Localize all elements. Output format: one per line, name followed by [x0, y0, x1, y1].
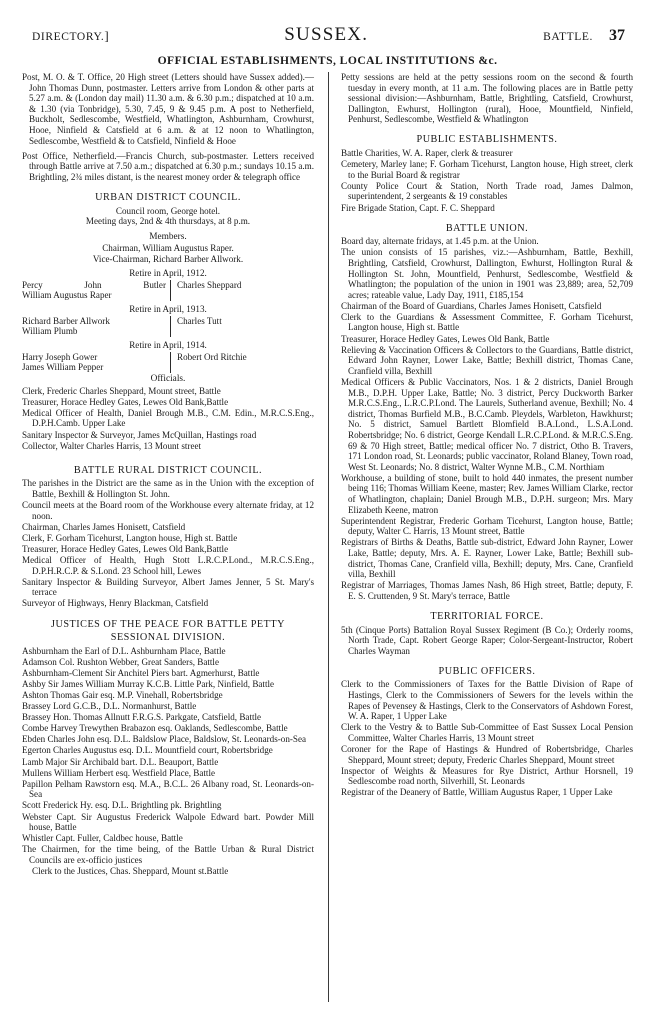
udc-member-name: Richard Barber Allwork — [22, 315, 110, 326]
justice-entry: Brassey Lord G.C.B., D.L. Normanhurst, Battle — [22, 701, 197, 712]
udc-members-table — [22, 268, 314, 374]
page-number: 37 — [608, 27, 625, 44]
udc-official-entry: Sanitary Inspector & Surveyor, James McQuillan, Hastings road — [22, 429, 257, 440]
entry-post-office-netherfield: Post Office, Netherfield.—Francis Church, sub-postmaster. Letters received through Battle arrive at 7.50 a.m.; dispatched at 6.30 p.m.; sundays 10.15 a.m. Brightling, 2¾ miles distant, is the nearest money order & telegraph office — [22, 150, 314, 182]
udc-member-name: James William Pepper — [22, 362, 104, 373]
udc-member-name: Percy John Butler — [22, 279, 166, 290]
rdc-official-entry: Clerk, F. Gorham Ticehurst, Langton house, High st. Battle — [22, 532, 238, 543]
justice-clerk-entry: Clerk to the Justices, Chas. Sheppard, Mount st.Battle — [32, 866, 229, 876]
justice-entry: Lamb Major Sir Archibald bart. D.L. Beauport, Battle — [22, 756, 219, 767]
running-head-left — [32, 28, 109, 44]
heading-territorial-force: TERRITORIAL FORCE. — [430, 610, 544, 622]
battle-union-entry: Workhouse, a building of stone, built to hold 440 inmates, the present number being 116; Thomas William Keene, master; Rev. James William Clarke, rector of Whatlington, chaplain; Daniel Brough M.B., D.P.H. surgeon; Mrs. Mary Elizabeth Keene, matron — [341, 472, 633, 515]
rdc-official-entry: Medical Officer of Health, Hugh Stott L.R.C.P.Lond., M.R.C.S.Eng., D.P.H.R.C.P. & S.Lond. 23 School hill, Lewes — [22, 554, 314, 576]
udc-chairman: Chairman, William Augustus Raper. — [102, 243, 234, 254]
battle-union-entry: The union consists of 15 parishes, viz.:—Ashburnham, Battle, Bexhill, Brightling, Catsfield, Crowhurst, Dallington, Ewhurst, Hollington Rural & Hollington St. John, Mountfield, Penhurst, Sedlescombe, Westfield & Whatlington; the population of the union in 1901 was 23,889; area, 52,709 acres; rateable value, Lady Day, 1911, £185,154 — [341, 247, 633, 300]
left-column — [22, 72, 322, 1002]
justice-entry: Adamson Col. Rushton Webber, Great Sanders, Battle — [22, 656, 219, 667]
battle-union-entry: Clerk to the Guardians & Assessment Committee, F. Gorham Ticehurst, Langton house, High st. Battle — [341, 311, 633, 333]
udc-member-name: Charles Sheppard — [170, 280, 314, 291]
table-row — [22, 326, 314, 337]
justice-entry: Whistler Capt. Fuller, Caldbec house, Battle — [22, 833, 183, 844]
public-establishment-entry: County Police Court & Station, North Trade road, James Dalmon, superintendent, 2 sergeants & 19 constables — [341, 180, 633, 202]
heading-udc-officials: Officials. — [150, 374, 186, 385]
spacer — [341, 214, 633, 221]
heading-justices-line1: JUSTICES OF THE PEACE FOR BATTLE PETTY — [51, 619, 285, 631]
table-row — [22, 290, 314, 301]
running-head-section-label: DIRECTORY. — [32, 31, 105, 43]
rdc-official-entry: Sanitary Inspector & Building Surveyor, Albert James Jenner, 5 St. Mary's terrace — [22, 576, 314, 598]
column-divider-rule — [328, 72, 329, 1002]
spacer — [341, 125, 633, 132]
spacer — [22, 452, 314, 463]
heading-justices-line2: SESSIONAL DIVISION. — [110, 632, 226, 644]
justice-entry: Scott Frederick Hy. esq. D.L. Brightling pk. Brightling — [22, 800, 222, 811]
battle-union-entry: Registrar of Marriages, Thomas James Nash, 86 High street, Battle; deputy, F. E. S. Cruttenden, 9 St. Mary's terrace, Battle — [341, 580, 633, 601]
rdc-parishes-note: The parishes in the District are the same as in the Union with the exception of Battle, Bexhill & Hollington St. John. — [22, 478, 314, 499]
rdc-official-entry: Treasurer, Horace Hedley Gates, Lewes Old Bank,Battle — [22, 543, 229, 554]
justice-entry: Combe Harvey Trewythen Brabazon esq. Oaklands, Sedlescombe, Battle — [22, 723, 288, 734]
udc-meeting-days: Meeting days, 2nd & 4th thursdays, at 8 p.m. — [85, 216, 251, 227]
justice-entry: Ashton Thomas Gair esq. M.P. Vinehall, Robertsbridge — [22, 690, 223, 700]
udc-member-name: William Plumb — [22, 326, 78, 337]
public-officer-entry: Registrar of the Deanery of Battle, William Augustus Raper, 1 Upper Lake — [341, 787, 613, 798]
justice-entry: Ebden Charles John esq. D.L. Baldslow Place, Baldslow, St. Leonards-on-Sea — [22, 734, 307, 745]
territorial-force-entry: 5th (Cinque Ports) Battalion Royal Sussex Regiment (B Co.); Orderly rooms, North Trade, Capt. Robert George Raper; Color-Sergeant-Instructor, Robert Charles Wayman — [341, 624, 633, 656]
right-column — [335, 72, 633, 1002]
public-establishment-entry: Cemetery, Marley lane; F. Gorham Ticehurst, Langton house, High street, clerk to the Burial Board & registrar — [341, 159, 633, 180]
running-head-bracket: ] — [104, 28, 110, 43]
udc-official-entry: Collector, Walter Charles Harris, 13 Mount street — [22, 440, 202, 451]
justice-entry-ex-officio: The Chairmen, for the time being, of the Battle Urban & Rural District Councils are ex-officio justices — [22, 844, 314, 865]
public-establishment-entry: Fire Brigade Station, Capt. F. C. Sheppard — [341, 202, 495, 213]
udc-member-name-empty — [170, 362, 314, 373]
justice-entry: Papillon Pelham Rawstorn esq. M.A., B.C.L. 26 Albany road, St. Leonards-on-Sea — [22, 778, 314, 800]
udc-member-name: Robert Ord Ritchie — [170, 352, 314, 363]
table-row — [22, 362, 314, 373]
udc-member-name-empty — [170, 290, 314, 301]
entry-post-office-main: Post, M. O. & T. Office, 20 High street (Letters should have Sussex added).—John Thomas Dunn, postmaster. Letters arrive from London & other parts at 5.27 a.m. & (London day mail) 11.30 a.m. & 6.30 p.m.; dispatched at 10 a.m. & 1.30 (via Tonbridge), 5.30, 7.45, 9 & 9.45 p.m. A post to Netherfield, Buckholt, Sedlescombe, Westfield, Whatlington, Ashburnham, Crowhurst, Hooe, Ninfield & Catsfield at 6 a.m. & at 12 noon to Whatlington, Sedlescombe, Westfield & to Catsfield, Ninfield & Hooe — [22, 72, 314, 146]
rdc-meeting-note: Council meets at the Board room of the Workhouse every alternate friday, at 12 noon. — [22, 500, 314, 521]
battle-union-entry: Superintendent Registrar, Frederic Gorham Ticehurst, Langton house, Battle; deputy, Walter C. Harris, 13 Mount street, Battle — [341, 515, 633, 537]
justice-entry: Ashburnham the Earl of D.L. Ashburnham Place, Battle — [22, 645, 226, 656]
rdc-official-entry: Chairman, Charles James Honisett, Catsfield — [22, 521, 186, 532]
battle-union-entry: Chairman of the Board of Guardians, Charles James Honisett, Catsfield — [341, 300, 602, 311]
udc-official-entry: Treasurer, Horace Hedley Gates, Lewes Old Bank,Battle — [22, 396, 229, 407]
running-head-place: BATTLE. — [543, 31, 593, 43]
entry-petty-sessions: Petty sessions are held at the petty sessions room on the second & fourth tuesday in every month, at 11 a.m. The following places are in Battle petty sessional division:—Ashburnham, Battle, Brightling, Catsfield, Crowhurst, Dallington, Ewhurst, Hollington (rural), Hooe, Mountfield, Ninfield, Penhurst, Sedlescombe, Westfield & Whatlington — [341, 72, 633, 125]
heading-battle-union: BATTLE UNION. — [445, 222, 529, 234]
running-head — [22, 24, 633, 46]
public-officer-entry: Inspector of Weights & Measures for Rye District, Arthur Horsnell, 19 Sedlescombe road north, Silverhill, St. Leonards — [341, 765, 633, 787]
battle-union-entry: Relieving & Vaccination Officers & Collectors to the Guardians, Battle district, Edward John Rayner, Lower Lake, Battle; Bexhill district, Thomas Cane, Cranfield villa, Bexhill — [341, 344, 633, 376]
udc-member-name: William Augustus Raper — [22, 290, 112, 301]
udc-member-name: Harry Joseph Gower — [22, 351, 98, 362]
udc-vice-chairman: Vice-Chairman, Richard Barber Allwork. — [92, 253, 244, 264]
two-column-body — [22, 72, 633, 1002]
page-banner-heading: OFFICIAL ESTABLISHMENTS, LOCAL INSTITUTIONS &c. — [157, 54, 498, 67]
table-row — [22, 352, 314, 363]
battle-union-entry: Registrars of Births & Deaths, Battle sub-district, Edward John Rayner, Lower Lake, Battle; deputy, Mrs. A. E. Rayner, Lower Lake, Battle; Bexhill sub-district, Thomas Cane, Cranfield villa, Bexhill; deputy, Mrs. Cane, Cranfield villa, Bexhill — [341, 537, 633, 580]
public-officer-entry: Coroner for the Rape of Hastings & Hundred of Robertsbridge, Charles Sheppard, Mount street; deputy, Frederic Charles Sheppard, Mount street — [341, 743, 633, 765]
table-row — [22, 316, 314, 327]
udc-retire-label: Retire in April, 1912. — [129, 267, 207, 278]
battle-union-entry: Board day, alternate fridays, at 1.45 p.m. at the Union. — [341, 236, 539, 247]
spacer — [341, 602, 633, 609]
heading-udc-members: Members. — [149, 231, 187, 242]
battle-union-entry: Medical Officers & Public Vaccinators, Nos. 1 & 2 districts, Daniel Brough M.B., D.P.H. Upper Lake, Battle; No. 3 district, Percy Duckworth Barker M.R.C.S.Eng., L.R.C.P.Lond. The Laurels, Sutherland avenue, Bexhill; No. 4 district, Thomas Burfield M.B., B.C.Camb. Pleydels, Warbleton, Hawkhurst; No. 5 district, Samuel Bartlett Blomfield B.A.Lond., L.S.A.Lond. Robertsbridge; No. 6 district, George Kendall L.R.C.P.Lond. & M.R.C.S.Eng. 69 & 70 High street, Battle; medical officer No. 7 district, Otho B. Travers, 171 London road, St. Leonards; public vaccinator, Roland Blaney, Town road, West St. Leonards; No. 8 district, Walter Wynne M.B., C.M. Northiam — [341, 376, 633, 472]
heading-rural-district-council: BATTLE RURAL DISTRICT COUNCIL. — [73, 464, 263, 476]
udc-official-entry: Clerk, Frederic Charles Sheppard, Mount street, Battle — [22, 385, 221, 396]
public-establishment-entry: Battle Charities, W. A. Raper, clerk & treasurer — [341, 148, 513, 159]
justice-entry: Mullens William Herbert esq. Westfield Place, Battle — [22, 767, 216, 778]
spacer — [341, 657, 633, 664]
heading-public-establishments: PUBLIC ESTABLISHMENTS. — [416, 134, 558, 146]
running-head-county-title: SUSSEX. — [284, 24, 369, 45]
udc-member-name-empty — [170, 326, 314, 337]
public-officer-entry: Clerk to the Vestry & to Battle Sub-Committee of East Sussex Local Pension Committee, Walter Charles Harris, 13 Mount street — [341, 722, 633, 743]
public-officer-entry: Clerk to the Commissioners of Taxes for the Battle Division of Rape of Hastings, Clerk to the Commissioners of Sewers for the levels within the Rapes of Pevensey & Hastings, Clerk to the Conservators of Ashdown Forest, W. A. Raper, 1 Upper Lake — [341, 679, 633, 722]
justice-entry: Brassey Hon. Thomas Allnutt F.R.G.S. Parkgate, Catsfield, Battle — [22, 712, 262, 723]
running-head-right — [543, 27, 625, 45]
justice-entry: Egerton Charles Augustus esq. D.L. Mountfield court, Robertsbridge — [22, 745, 273, 756]
spacer — [22, 227, 314, 231]
udc-retire-label: Retire in April, 1913. — [129, 303, 207, 314]
heading-public-officers: PUBLIC OFFICERS. — [438, 665, 536, 677]
justice-entry: Ashby Sir James William Murray K.C.B. Little Park, Ninfield, Battle — [22, 678, 275, 689]
rdc-official-entry: Surveyor of Highways, Henry Blackman, Catsfield — [22, 598, 209, 609]
udc-council-room: Council room, George hotel. — [115, 205, 221, 216]
justice-entry: Webster Capt. Sir Augustus Frederick Walpole Edward bart. Powder Mill house, Battle — [22, 811, 314, 833]
battle-union-entry: Treasurer, Horace Hedley Gates, Lewes Old Bank, Battle — [341, 333, 550, 344]
udc-member-name: Charles Tutt — [170, 316, 314, 327]
justice-entry: Ashburnham-Clement Sir Anchitel Piers bart. Agmerhurst, Battle — [22, 667, 260, 678]
spacer — [22, 183, 314, 190]
udc-official-entry: Medical Officer of Health, Daniel Brough M.B., C.M. Edin., M.R.C.S.Eng., D.P.H.Camb. Upper Lake — [22, 407, 314, 429]
udc-retire-label: Retire in April, 1914. — [129, 339, 207, 350]
table-row — [22, 280, 314, 291]
heading-urban-district-council: URBAN DISTRICT COUNCIL. — [95, 191, 241, 203]
